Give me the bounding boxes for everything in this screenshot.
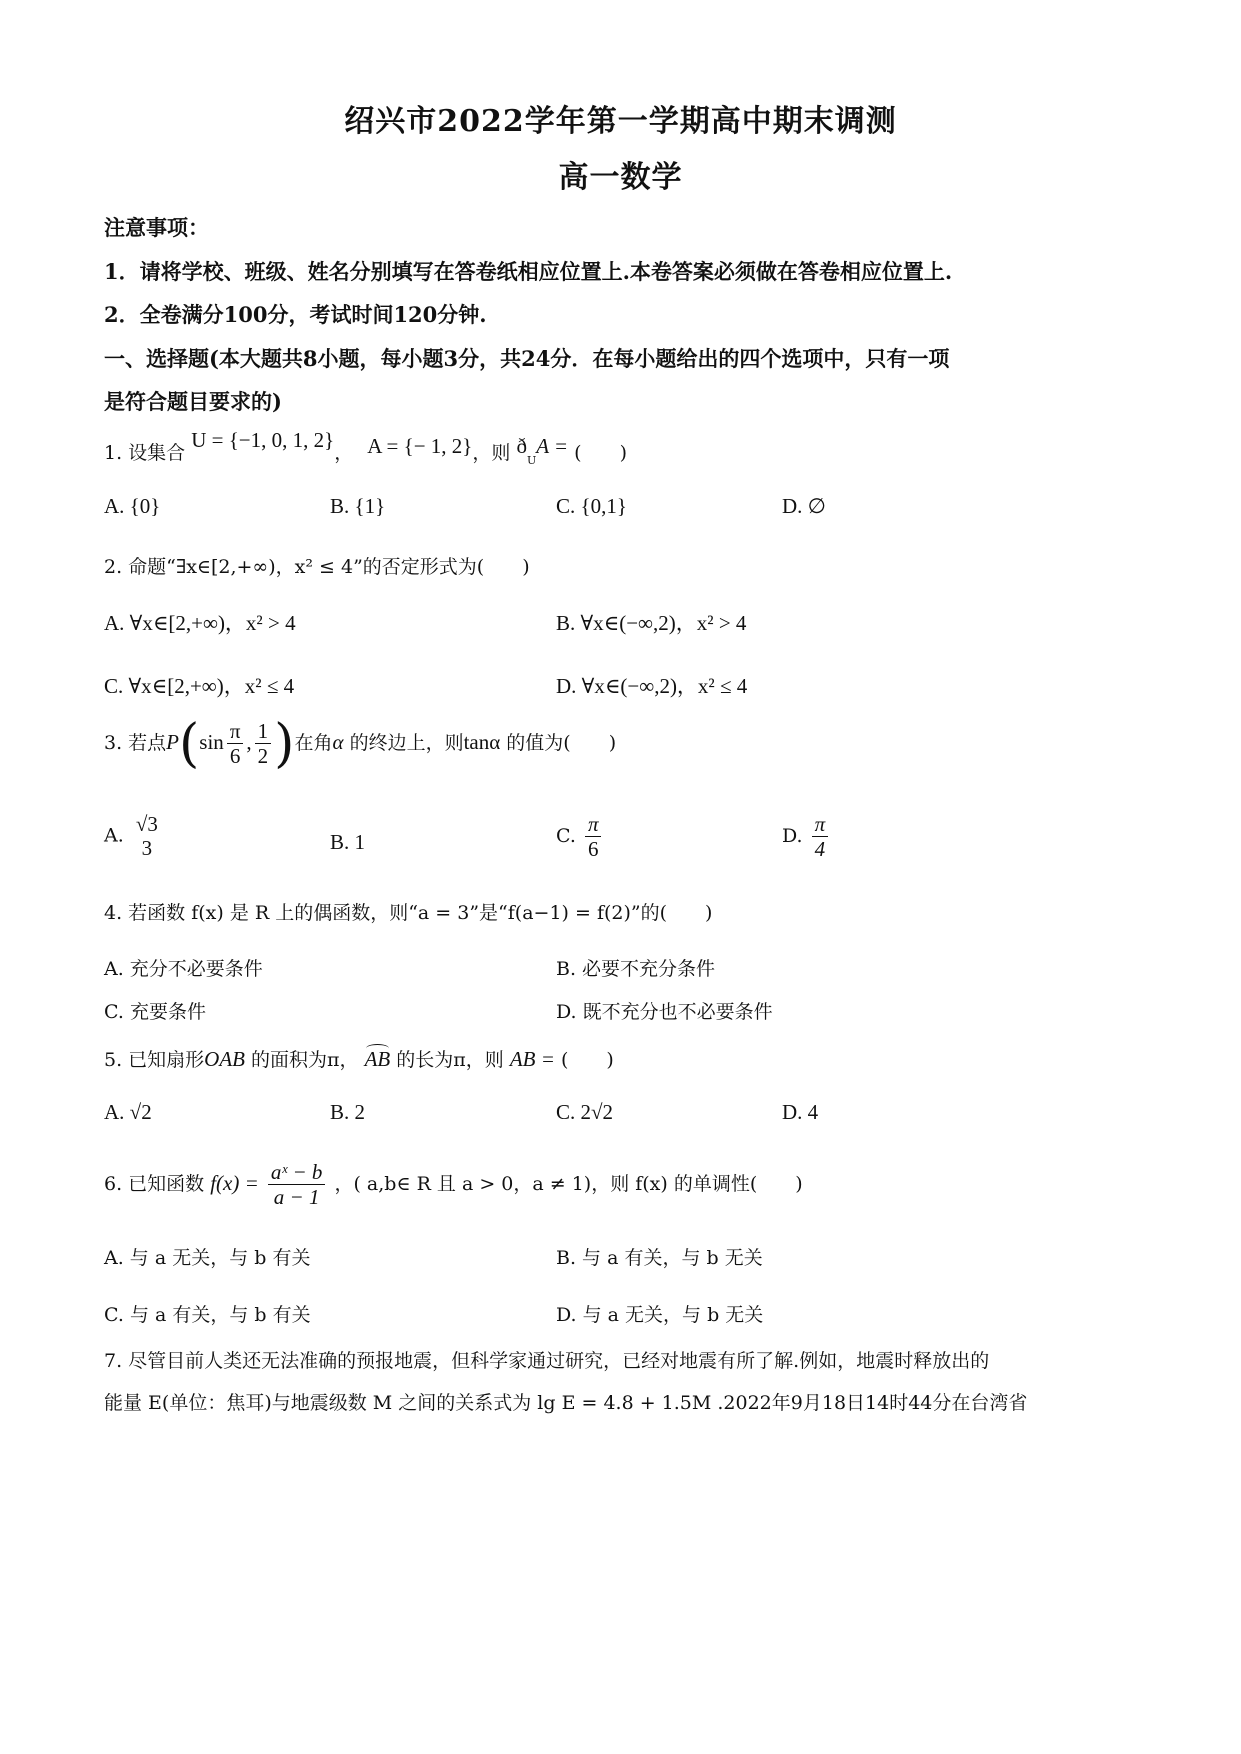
section-heading-line2: 是符合题目要求的) — [104, 389, 282, 414]
q3-frac-num-pi: π — [227, 719, 244, 744]
q3-right-paren: ) — [274, 714, 295, 774]
q2-option-b: B. ∀x∈(−∞,2)，x² > 4 — [556, 611, 747, 635]
q5-option-c: C. 2√2 — [556, 1100, 614, 1124]
q1-complement-tail: A = — [536, 434, 569, 458]
q3-stem-prefix: 3. 若点 — [104, 732, 167, 754]
q1-stem-prefix: 1. 设集合 — [104, 442, 186, 464]
q3-pi-over-6 — [227, 719, 244, 769]
q5-option-a: A. √2 — [104, 1100, 152, 1124]
question-6 — [104, 1160, 803, 1210]
q2-option-d: D. ∀x∈(−∞,2)，x² ≤ 4 — [556, 674, 748, 698]
question-2: 2. 命题“∃x∈[2,+∞)，x² ≤ 4”的否定形式为( ) — [104, 556, 530, 578]
q5-arc-ab: AB — [364, 1047, 391, 1071]
q3-frac-den-6: 6 — [229, 743, 241, 768]
notice-item-2: 2．全卷满分100分，考试时间120分钟. — [104, 302, 487, 327]
q4-option-d: D. 既不充分也不必要条件 — [556, 1001, 773, 1023]
section-heading-line1: 一、选择题(本大题共8小题，每小题3分，共24分．在每小题给出的四个选项中，只有一项 — [104, 346, 950, 371]
q1-complement-sub: U — [526, 453, 537, 467]
q5-option-d: D. 4 — [782, 1100, 819, 1124]
q5-stem-prefix: 5. 已知扇形 — [104, 1049, 205, 1071]
question-4: 4. 若函数 f(x) 是 R 上的偶函数，则“a = 3”是“f(a−1) = f(2)”的( ) — [104, 902, 713, 924]
notice-heading: 注意事项： — [104, 215, 209, 240]
q3-option-a-den: 3 — [141, 836, 153, 861]
q5-ab: AB = — [509, 1047, 555, 1071]
q6-option-c: C. 与 a 有关，与 b 有关 — [104, 1304, 311, 1326]
q1-option-d: D. ∅ — [782, 494, 826, 518]
q3-stem-mid: 在角 — [294, 732, 333, 754]
q3-option-a — [104, 812, 164, 861]
q3-option-d — [782, 812, 831, 862]
q3-stem-mid2: 的终边上，则 — [349, 732, 464, 754]
q3-sin: sin — [199, 730, 224, 754]
q6-stem-prefix: 6. 已知函数 — [104, 1173, 205, 1196]
q3-stem-tail: 的值为( ) — [506, 732, 617, 754]
question-5 — [104, 1045, 614, 1072]
q3-frac-den-2: 2 — [257, 743, 269, 768]
q3-option-c-frac — [585, 812, 602, 862]
q3-option-c — [556, 812, 604, 862]
q6-fx: f(x) = — [210, 1171, 259, 1196]
q3-tan: tanα — [463, 730, 501, 754]
q3-option-a-num: √3 — [135, 812, 158, 836]
q4-option-b: B. 必要不充分条件 — [556, 958, 716, 980]
q3-one-half — [255, 719, 272, 769]
q3-comma: , — [246, 730, 252, 754]
exam-title: 绍兴市2022学年第一学期高中期末调测 — [344, 104, 897, 139]
q1-set-u: U = {−1, 0, 1, 2} — [191, 428, 335, 452]
q1-stem-mid: ，则 — [472, 442, 511, 464]
q6-option-d: D. 与 a 无关，与 b 无关 — [556, 1304, 764, 1326]
q3-option-d-num: π — [812, 812, 829, 837]
question-7-line2: 能量 E(单位：焦耳)与地震级数 M 之间的关系式为 lg E = 4.8 + 1.5M .2022年9月18日14时44分在台湾省 — [104, 1392, 1028, 1414]
q3-point: P — [166, 730, 179, 754]
q4-option-a: A. 充分不必要条件 — [104, 958, 263, 980]
q1-option-a: A. {0} — [104, 494, 161, 518]
q6-frac-num: aˣ − b — [268, 1160, 326, 1185]
q4-option-c: C. 充要条件 — [104, 1001, 206, 1023]
question-1: 1. 设集合 U = {−1, 0, 1, 2}， A = {− 1, 2}，则 $ð_UA$ = ( ) — [104, 428, 627, 467]
q2-option-a: A. ∀x∈[2,+∞)，x² > 4 — [104, 611, 296, 635]
q6-option-a: A. 与 a 无关，与 b 有关 — [104, 1247, 311, 1269]
q3-option-c-num: π — [585, 812, 602, 837]
q3-option-a-label: A. — [104, 824, 124, 847]
q2-option-c: C. ∀x∈[2,+∞)，x² ≤ 4 — [104, 674, 295, 698]
q3-option-a-frac — [133, 812, 161, 861]
q3-option-c-den: 6 — [587, 837, 599, 862]
q1-paren: ( ) — [574, 442, 627, 464]
q3-option-d-label: D. — [782, 825, 803, 848]
q5-stem-mid2: 的长为π，则 — [396, 1049, 504, 1071]
q6-frac-den: a − 1 — [273, 1185, 320, 1210]
q6-condition: ，( a,b∈ R 且 a > 0，a ≠ 1)，则 f(x) 的单调性( ) — [334, 1173, 803, 1196]
q3-left-paren: ( — [179, 714, 200, 774]
q3-option-d-den: 4 — [814, 837, 826, 862]
q3-frac-num-1: 1 — [255, 719, 272, 744]
exam-subtitle: 高一数学 — [558, 160, 683, 195]
q1-set-a: A = {− 1, 2} — [367, 434, 473, 458]
question-3 — [104, 714, 617, 774]
q5-stem-mid: 的面积为π， — [251, 1049, 359, 1071]
q3-alpha: α — [332, 730, 344, 754]
q3-option-b: B. 1 — [330, 830, 366, 854]
notice-item-1: 1．请将学校、班级、姓名分别填写在答卷纸相应位置上.本卷答案必须做在答卷相应位置上. — [104, 259, 953, 284]
q5-paren: ( ) — [560, 1049, 614, 1071]
q1-complement: ð — [516, 434, 527, 458]
question-7-line1: 7. 尽管目前人类还无法准确的预报地震，但科学家通过研究，已经对地震有所了解.例如，地震时释放出的 — [104, 1350, 990, 1372]
q1-option-b: B. {1} — [330, 494, 386, 518]
q3-option-d-frac — [812, 812, 829, 862]
q5-option-b: B. 2 — [330, 1100, 366, 1124]
q3-option-c-label: C. — [556, 825, 576, 848]
q6-option-b: B. 与 a 有关，与 b 无关 — [556, 1247, 763, 1269]
q5-oab: OAB — [204, 1047, 245, 1071]
q1-option-c: C. {0,1} — [556, 494, 627, 518]
q6-fraction — [268, 1160, 326, 1210]
